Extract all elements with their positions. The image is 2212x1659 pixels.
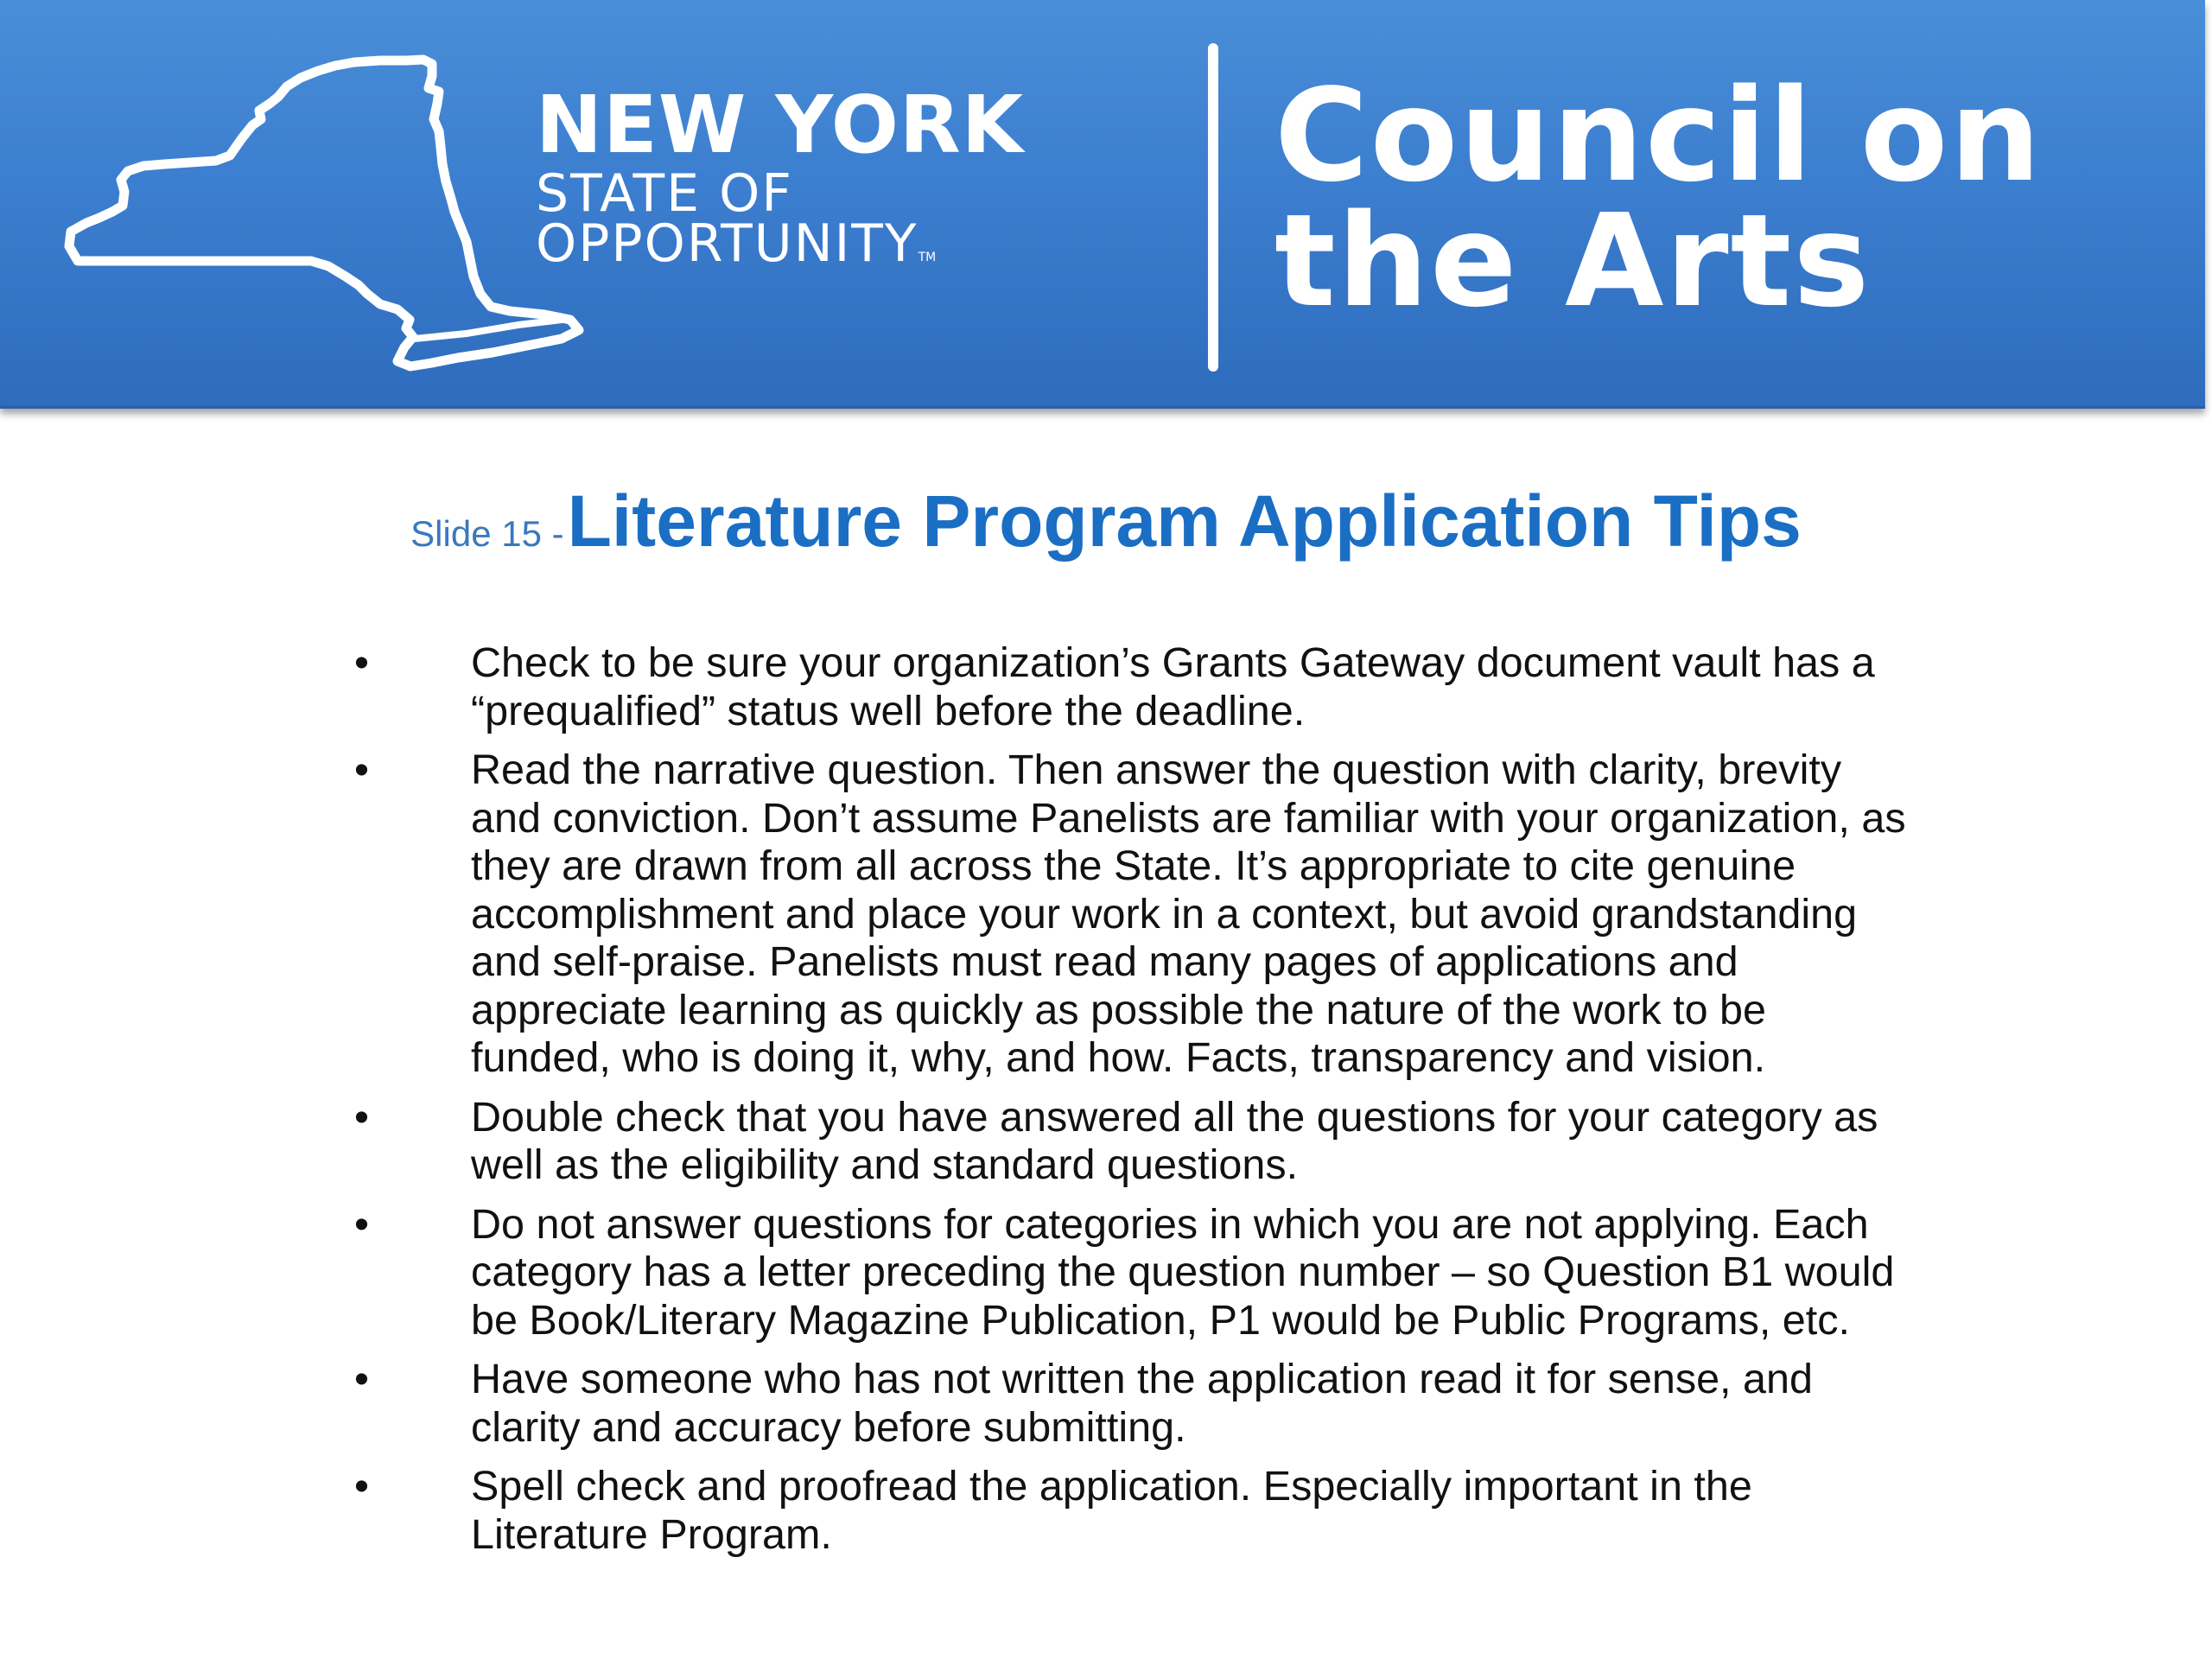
ny-subtitle-opportunity [536, 213, 1024, 283]
bullet-marker: • [354, 747, 369, 793]
tip-text: Check to be sure your organization’s Grants Gateway document vault has a “prequalified” status well before the deadline. [471, 639, 1875, 734]
list-item [354, 1356, 1910, 1452]
tip-text: Read the narrative question. Then answer the question with clarity, brevity and conviction. Don’t assume Panelists are familiar with your organization, as they are drawn from all across the State. It’s appropriate to cite genuine accomplishment and place your work in a context, but avoid grandstanding and self-praise. Panelists must read many pages of applications and appreciate learning as quickly as possible the nature of the work to be funded, who is doing it, why, and how. Facts, transparency and vision. [471, 747, 1906, 1081]
council-line-2: the Arts [1274, 187, 1872, 335]
page-title: Literature Program Application Tips [567, 480, 1802, 562]
bullet-marker: • [354, 1200, 369, 1248]
bullet-marker: • [354, 1356, 369, 1402]
list-item [354, 1094, 1910, 1190]
ny-subtitle-state-of: STATE OF [536, 163, 793, 224]
nysca-banner [0, 0, 2205, 409]
new-york-logo-text [536, 79, 1025, 283]
tip-text: Double check that you have answered all the questions for your category as well as the eligibility and standard questions. [471, 1093, 1878, 1188]
opportunity-text: OPPORTUNITY [536, 213, 918, 274]
bullet-marker: • [354, 639, 369, 686]
ny-title: NEW YORK [536, 79, 1025, 171]
council-line-1: Council on [1274, 61, 2043, 210]
tip-text: Do not answer questions for categories in which you are not applying. Each category has a letter preceding the question number – so Question B1 would be Book/Literary Magazine Publication, P1 would be Public Programs, etc. [471, 1200, 1895, 1344]
list-item [354, 1463, 1910, 1559]
list-item [354, 1201, 1910, 1345]
slide-number: Slide 15 - [410, 513, 564, 554]
trademark-mark: TM [918, 251, 937, 264]
tips-list [354, 639, 1910, 1570]
council-on-the-arts-wordmark [1274, 61, 2043, 335]
tip-text: Have someone who has not written the application read it for sense, and clarity and accuracy before submitting. [471, 1356, 1813, 1451]
bullet-marker: • [354, 1093, 369, 1141]
slide-title-row [0, 480, 2212, 563]
banner-divider [1208, 43, 1218, 372]
bullet-marker: • [354, 1463, 369, 1510]
list-item [354, 639, 1910, 735]
tip-text: Spell check and proofread the application. Especially important in the Literature Program. [471, 1463, 1752, 1558]
list-item [354, 747, 1910, 1083]
